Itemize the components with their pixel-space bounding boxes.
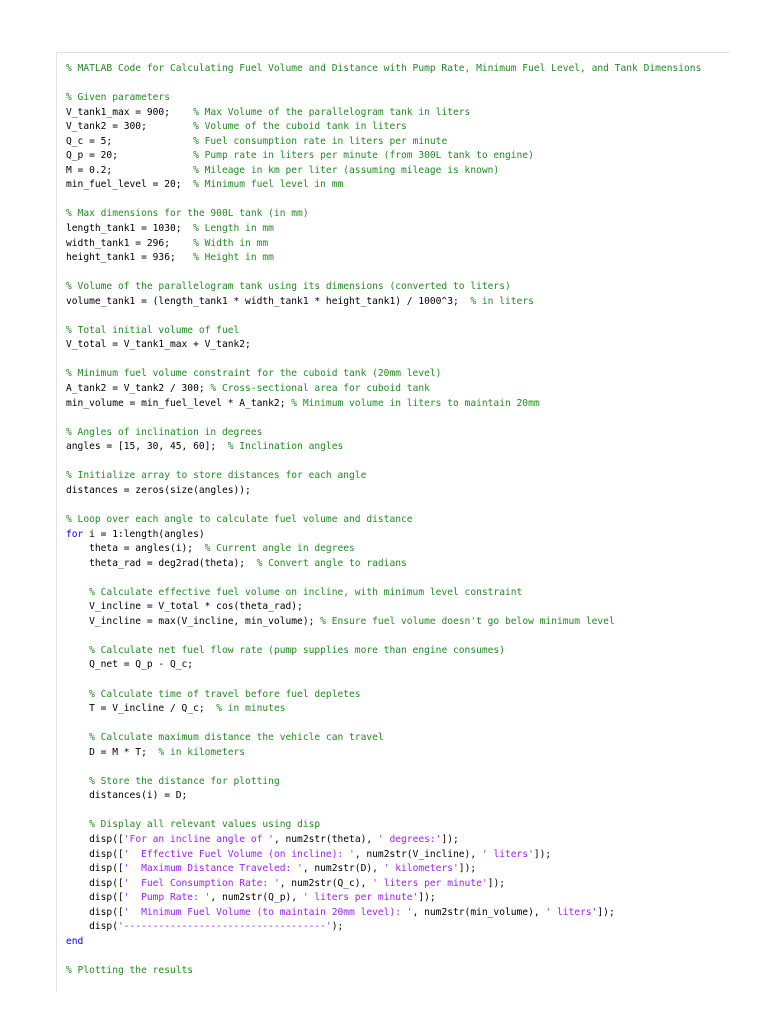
code-line <box>66 426 730 441</box>
code-token: M = 0.2; <box>66 164 194 176</box>
string-token: ' liters' <box>481 848 534 860</box>
blank-line <box>66 309 730 324</box>
code-line <box>66 702 730 717</box>
code-token <box>66 689 89 700</box>
code-line <box>66 600 730 615</box>
blank-line <box>66 353 730 368</box>
comment-token: % Initialize array to store distances for each angle <box>66 470 367 482</box>
code-token: V_total = V_tank1_max + V_tank2; <box>66 339 251 351</box>
comment-token: % Max dimensions for the 900L tank (in mm) <box>66 208 309 220</box>
code-token: distances(i) = D; <box>66 790 188 802</box>
code-line <box>66 222 730 237</box>
code-token: ]); <box>533 848 552 860</box>
code-line <box>66 746 730 761</box>
code-line <box>66 324 730 339</box>
comment-token: % Volume of the cuboid tank in liters <box>193 121 407 133</box>
document-top-border <box>56 52 730 53</box>
blank-line <box>66 804 730 819</box>
code-line <box>66 91 730 106</box>
code-token: height_tank1 = 936; <box>66 252 194 264</box>
code-line <box>66 135 730 150</box>
comment-token: % Volume of the parallelogram tank using its dimensions (converted to liters) <box>66 281 511 293</box>
code-token: disp([ <box>66 833 124 845</box>
code-line <box>66 382 730 397</box>
code-token: i = 1:length(angles) <box>83 528 205 540</box>
code-token: , num2str(V_incline), <box>354 848 482 860</box>
code-token: ]); <box>487 877 505 889</box>
code-line <box>66 877 730 892</box>
code-line <box>66 62 730 77</box>
comment-token: % Given parameters <box>66 92 170 104</box>
comment-token: % Minimum fuel level in mm <box>193 179 344 191</box>
blank-line <box>66 717 730 732</box>
string-token: ' degrees:' <box>377 833 442 845</box>
code-token: theta_rad = deg2rad(theta); <box>66 557 257 569</box>
code-token <box>66 732 89 743</box>
code-token: V_tank1_max = 900; <box>66 106 194 118</box>
comment-token: % Loop over each angle to calculate fuel volume and distance <box>66 513 413 525</box>
comment-token: % Store the distance for plotting <box>89 775 280 787</box>
blank-line <box>66 498 730 513</box>
code-token: Q_net = Q_p - Q_c; <box>66 659 194 671</box>
code-line <box>66 397 730 412</box>
code-line <box>66 964 730 979</box>
code-token: T = V_incline / Q_c; <box>66 703 217 715</box>
code-token: disp([ <box>66 906 124 918</box>
code-token <box>66 645 89 656</box>
blank-line <box>66 193 730 208</box>
comment-token: % Inclination angles <box>227 441 344 453</box>
code-line <box>66 367 730 382</box>
code-line <box>66 469 730 484</box>
code-token: volume_tank1 = (length_tank1 * width_tank1 * height_tank1) / 1000^3; <box>66 295 471 307</box>
comment-token: % Minimum volume in liters to maintain 20mm <box>291 397 540 409</box>
code-line <box>66 120 730 135</box>
code-line <box>66 586 730 601</box>
comment-token: % Ensure fuel volume doesn't go below minimum level <box>320 615 615 627</box>
string-token: ' Pump Rate: ' <box>123 892 211 904</box>
comment-token: % Height in mm <box>193 252 274 264</box>
code-token: distances = zeros(size(angles)); <box>66 484 251 496</box>
code-line <box>66 688 730 703</box>
comment-token: % Pump rate in liters per minute (from 300L tank to engine) <box>193 150 534 162</box>
code-line <box>66 731 730 746</box>
code-token: min_volume = min_fuel_level * A_tank2; <box>66 397 292 409</box>
comment-token: % Total initial volume of fuel <box>66 324 240 336</box>
code-line <box>66 906 730 921</box>
code-token: ]); <box>418 892 436 904</box>
comment-token: % in kilometers <box>158 746 246 758</box>
code-line <box>66 280 730 295</box>
code-line <box>66 658 730 673</box>
code-token: , num2str(theta), <box>273 833 378 845</box>
code-token: V_incline = max(V_incline, min_volume); <box>66 615 321 627</box>
blank-line <box>66 266 730 281</box>
code-token: disp([ <box>66 892 124 904</box>
code-line <box>66 891 730 906</box>
code-token: disp([ <box>66 863 124 875</box>
string-token: ' kilometers' <box>383 863 459 875</box>
code-token: , num2str(min_volume), <box>412 906 546 918</box>
comment-token: % Max Volume of the parallelogram tank in liters <box>193 106 471 118</box>
code-line <box>66 106 730 121</box>
comment-token: % Calculate effective fuel volume on incline, with minimum level constraint <box>89 586 523 598</box>
comment-token: % in liters <box>470 295 534 307</box>
code-line <box>66 149 730 164</box>
string-token: ' Maximum Distance Traveled: ' <box>123 863 303 875</box>
code-token: ); <box>331 921 344 933</box>
comment-token: % Calculate time of travel before fuel depletes <box>89 688 361 700</box>
code-line <box>66 440 730 455</box>
code-line <box>66 295 730 310</box>
code-token: , num2str(Q_c), <box>279 877 373 889</box>
comment-token: % in minutes <box>216 703 286 715</box>
blank-line <box>66 411 730 426</box>
code-token: V_incline = V_total * cos(theta_rad); <box>66 601 303 613</box>
code-line <box>66 862 730 877</box>
code-token: , num2str(D), <box>302 863 384 875</box>
code-token: length_tank1 = 1030; <box>66 223 194 235</box>
code-line <box>66 818 730 833</box>
comment-token: % MATLAB Code for Calculating Fuel Volume and Distance with Pump Rate, Minimum Fuel Level, and Tank Dimensions <box>66 63 702 74</box>
string-token: '-----------------------------------' <box>117 921 332 933</box>
code-line <box>66 789 730 804</box>
blank-line <box>66 455 730 470</box>
code-line <box>66 528 730 543</box>
string-token: ' Fuel Consumption Rate: ' <box>123 877 280 889</box>
comment-token: % Minimum fuel volume constraint for the cuboid tank (20mm level) <box>66 368 442 380</box>
code-token <box>66 819 89 830</box>
comment-token: % Calculate net fuel flow rate (pump supplies more than engine consumes) <box>89 644 505 656</box>
code-token: V_tank2 = 300; <box>66 121 194 133</box>
code-line <box>66 251 730 266</box>
string-token: 'For an incline angle of ' <box>123 833 274 845</box>
code-token: angles = [15, 30, 45, 60]; <box>66 441 228 453</box>
code-line <box>66 848 730 863</box>
code-token: width_tank1 = 296; <box>66 237 194 249</box>
blank-line <box>66 629 730 644</box>
comment-token: % Angles of inclination in degrees <box>66 426 263 438</box>
code-token: A_tank2 = V_tank2 / 300; <box>66 383 211 395</box>
code-line <box>66 178 730 193</box>
blank-line <box>66 673 730 688</box>
blank-line <box>66 949 730 964</box>
code-line <box>66 833 730 848</box>
code-token: disp([ <box>66 848 124 860</box>
comment-token: % Current angle in degrees <box>204 543 355 555</box>
matlab-code-block <box>66 62 730 978</box>
code-line <box>66 484 730 499</box>
string-token: ' Minimum Fuel Volume (to maintain 20mm level): ' <box>123 906 413 918</box>
code-line <box>66 935 730 950</box>
code-line <box>66 338 730 353</box>
string-token: ' liters' <box>545 906 598 918</box>
blank-line <box>66 571 730 586</box>
string-token: ' Effective Fuel Volume (on incline): ' <box>123 848 355 860</box>
code-line <box>66 207 730 222</box>
code-token: ]); <box>441 833 459 845</box>
comment-token: % Display all relevant values using disp <box>89 819 321 831</box>
code-line <box>66 237 730 252</box>
code-token: Q_p = 20; <box>66 150 194 162</box>
code-token: ]); <box>597 906 615 918</box>
code-token: disp([ <box>66 877 124 889</box>
code-token <box>66 587 89 598</box>
comment-token: % Width in mm <box>193 237 269 249</box>
comment-token: % Plotting the results <box>66 964 194 976</box>
comment-token: % Length in mm <box>193 223 274 235</box>
comment-token: % Calculate maximum distance the vehicle can travel <box>89 732 384 744</box>
code-line <box>66 542 730 557</box>
keyword-token: end <box>66 935 84 947</box>
code-line <box>66 920 730 935</box>
code-line <box>66 775 730 790</box>
code-line <box>66 557 730 572</box>
comment-token: % Mileage in km per liter (assuming mileage is known) <box>193 164 500 176</box>
code-line <box>66 615 730 630</box>
blank-line <box>66 77 730 92</box>
code-token: disp( <box>66 921 118 933</box>
code-token: D = M * T; <box>66 746 159 758</box>
comment-token: % Convert angle to radians <box>256 557 407 569</box>
string-token: ' liters per minute' <box>372 877 488 889</box>
code-line <box>66 644 730 659</box>
code-token: , num2str(Q_p), <box>210 892 303 904</box>
code-line <box>66 513 730 528</box>
comment-token: % Cross-sectional area for cuboid tank <box>210 383 430 395</box>
string-token: ' liters per minute' <box>302 892 419 904</box>
keyword-token: for <box>66 528 84 540</box>
blank-line <box>66 760 730 775</box>
code-line <box>66 164 730 179</box>
code-token: ]); <box>458 863 477 875</box>
code-token: theta = angles(i); <box>66 543 205 555</box>
document-left-border <box>56 52 57 992</box>
code-token: min_fuel_level = 20; <box>66 179 194 191</box>
comment-token: % Fuel consumption rate in liters per minute <box>193 135 448 147</box>
code-token: Q_c = 5; <box>66 135 194 147</box>
code-token <box>66 776 89 787</box>
